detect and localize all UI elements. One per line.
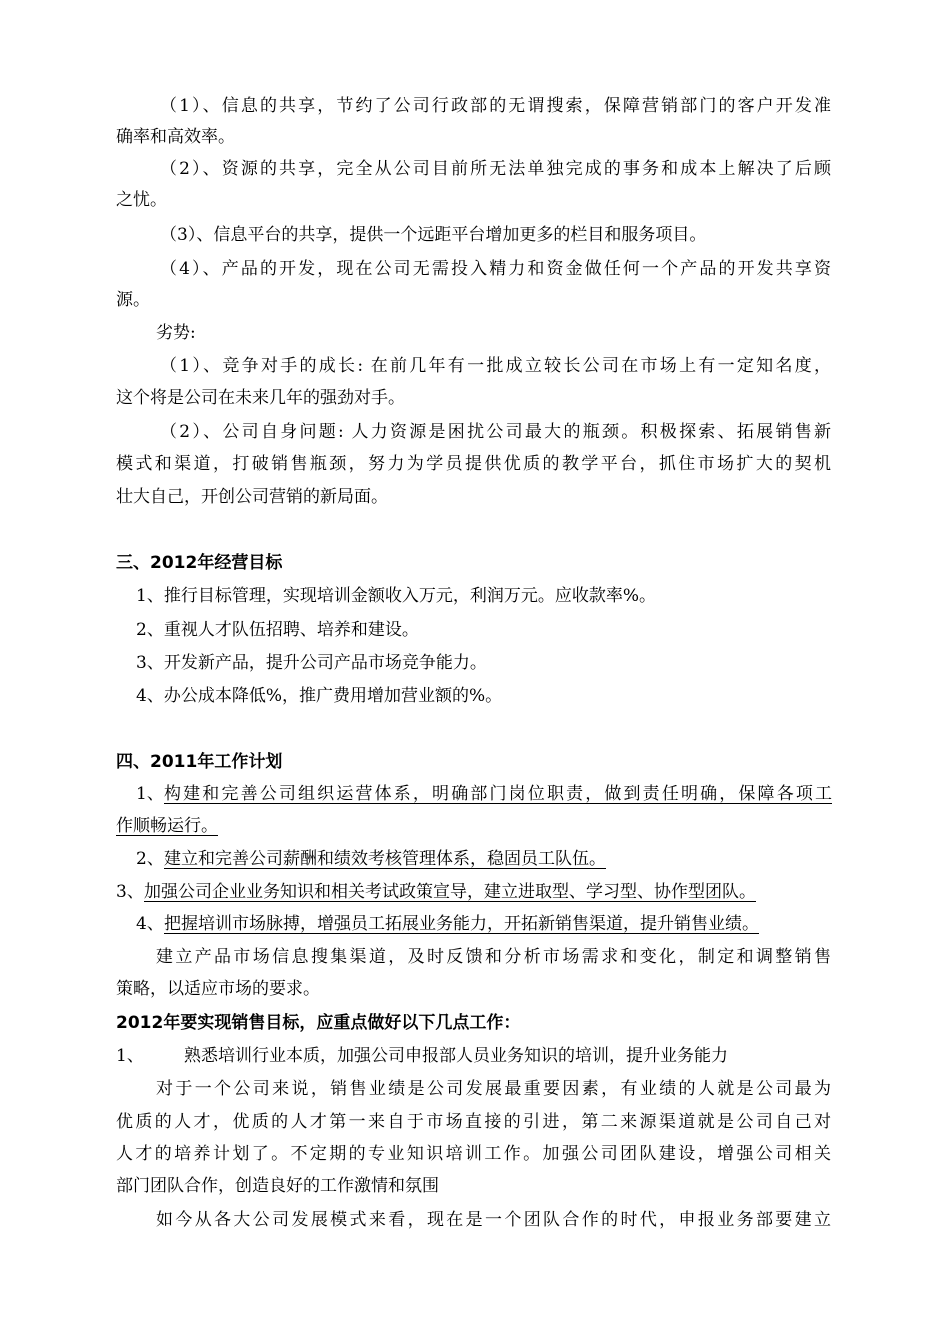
disadvantage-2-line-3: 壮大自己，开创公司营销的新局面。 [116, 487, 388, 507]
section-5-paragraph-2-line-1: 如今从各大公司发展模式来看，现在是一个团队合作的时代，申报业务部要建立 [156, 1210, 831, 1230]
advantage-3-line-1: （3）、信息平台的共享，提供一个远距平台增加更多的栏目和服务项目。 [160, 225, 707, 245]
advantage-1-line-2: 确率和高效率。 [116, 127, 235, 147]
disadvantage-1-line-2: 这个将是公司在未来几年的强劲对手。 [116, 388, 405, 408]
section-4-item-2-text: 建立和完善公司薪酬和绩效考核管理体系，稳固员工队伍。 [164, 849, 606, 869]
disadvantages-label: 劣势: [156, 323, 196, 343]
disadvantage-2-line-1: （2）、公司自身问题: 人力资源是困扰公司最大的瓶颈。积极探索、拓展销售新 [160, 422, 831, 442]
section-5-item-1-text: 熟悉培训行业本质，加强公司申报部人员业务知识的培训，提升业务能力 [184, 1046, 728, 1066]
advantage-2-line-1: （2）、资源的共享，完全从公司目前所无法单独完成的事务和成本上解决了后顾 [160, 159, 831, 179]
section-4-heading: 四、2011年工作计划 [116, 752, 283, 772]
section-5-paragraph-1-line-1: 对于一个公司来说，销售业绩是公司发展最重要因素，有业绩的人就是公司最为 [156, 1079, 831, 1099]
section-5-paragraph-1-line-3: 人才的培养计划了。不定期的专业知识培训工作。加强公司团队建设，增强公司相关 [116, 1144, 831, 1164]
section-4-item-3-number: 3、 [116, 882, 144, 902]
section-4-item-1-number: 1、 [136, 784, 164, 804]
section-5-heading: 2012年要实现销售目标，应重点做好以下几点工作： [116, 1013, 521, 1033]
section-5-paragraph-1-line-2: 优质的人才，优质的人才第一来自于市场直接的引进，第二来源渠道就是公司自己对 [116, 1112, 831, 1132]
advantage-2-line-2: 之忧。 [116, 190, 167, 210]
section-5-paragraph-1-line-4: 部门团队合作，创造良好的工作激情和氛围 [116, 1176, 439, 1196]
section-3-item-2: 2、重视人才队伍招聘、培养和建设。 [136, 620, 419, 640]
advantage-4-line-2: 源。 [116, 290, 150, 310]
advantage-4-line-1: （4）、产品的开发，现在公司无需投入精力和资金做任何一个产品的开发共享资 [160, 259, 831, 279]
section-3-item-4: 4、办公成本降低%，推广费用增加营业额的%。 [136, 686, 503, 706]
disadvantage-1-line-1: （1）、竞争对手的成长: 在前几年有一批成立较长公司在市场上有一定知名度， [160, 356, 831, 376]
section-3-item-1: 1、推行目标管理，实现培训金额收入万元，利润万元。应收款率%。 [136, 586, 656, 606]
section-4-item-1-line-2: 作顺畅运行。 [116, 816, 218, 836]
section-4-item-2-number: 2、 [136, 849, 164, 869]
section-3-heading: 三、2012年经营目标 [116, 553, 283, 573]
section-4-item-4-number: 4、 [136, 914, 164, 934]
section-4-paragraph-line-2: 策略，以适应市场的要求。 [116, 979, 320, 999]
section-5-item-1-number: 1、 [116, 1046, 144, 1066]
section-4-item-1-line-1: 构建和完善公司组织运营体系，明确部门岗位职责，做到责任明确，保障各项工 [164, 784, 832, 804]
section-4-item-3-text: 加强公司企业业务知识和相关考试政策宣导，建立进取型、学习型、协作型团队。 [144, 882, 756, 902]
section-4-item-4-text: 把握培训市场脉搏，增强员工拓展业务能力，开拓新销售渠道，提升销售业绩。 [164, 914, 759, 934]
disadvantage-2-line-2: 模式和渠道，打破销售瓶颈，努力为学员提供优质的教学平台，抓住市场扩大的契机 [116, 454, 831, 474]
section-4-paragraph-line-1: 建立产品市场信息搜集渠道，及时反馈和分析市场需求和变化，制定和调整销售 [156, 947, 831, 967]
section-3-item-3: 3、开发新产品，提升公司产品市场竞争能力。 [136, 653, 487, 673]
advantage-1-line-1: （1）、信息的共享，节约了公司行政部的无谓搜索，保障营销部门的客户开发准 [160, 96, 831, 116]
